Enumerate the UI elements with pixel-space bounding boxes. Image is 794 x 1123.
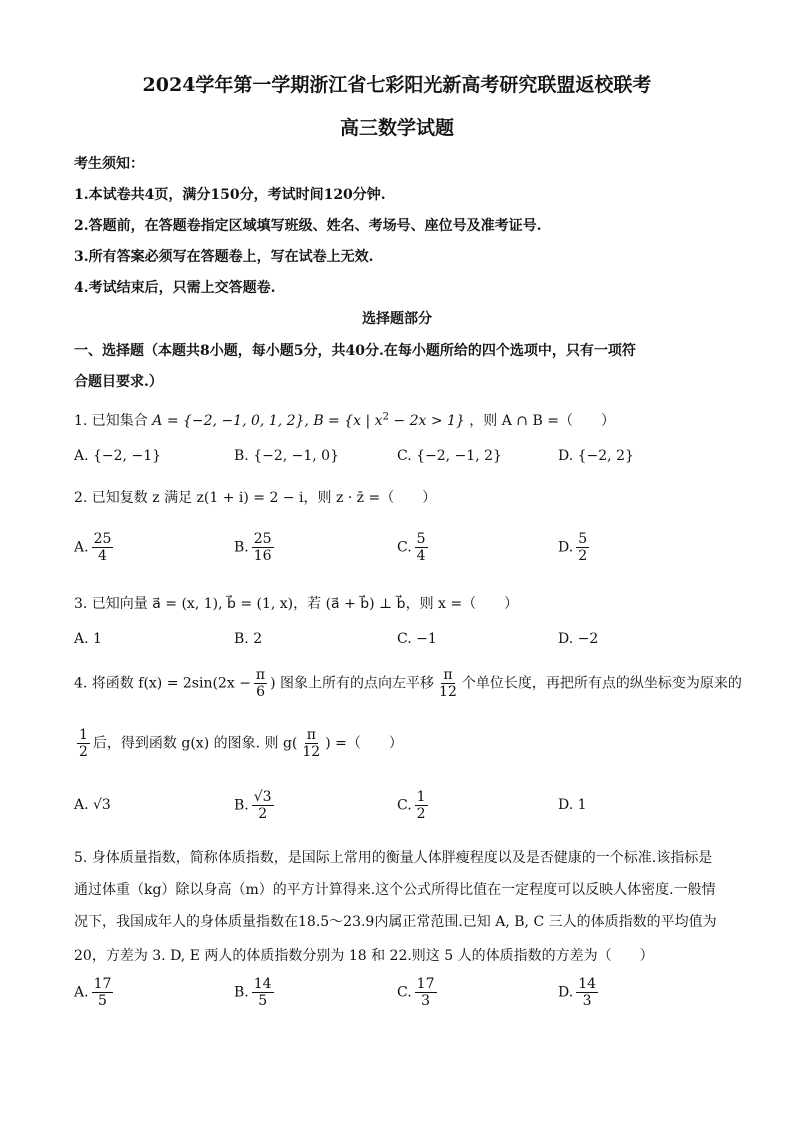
q1-set-tail: − 2x > 1} [388,413,465,429]
fraction-denominator: 2 [578,548,588,565]
fraction-denominator: 6 [256,684,265,701]
q3-option-a[interactable] [74,631,102,647]
q2-option-a[interactable] [74,531,116,564]
question-1-stem [74,410,615,430]
q1-option-a[interactable] [74,448,161,464]
option-label: A. [74,984,89,1001]
exam-subtitle: 高三数学试题 [339,117,454,139]
option-label: C. [397,448,412,464]
q1-power: 2 [382,411,389,423]
option-fraction [415,789,428,822]
q2-option-b[interactable] [234,531,277,564]
notice-item: 2.答题前，在答题卷指定区域填写班级、姓名、考场号、座位号及准考证号. [74,218,542,234]
q3-option-d[interactable] [558,631,598,647]
notice-heading: 考生须知： [74,156,144,172]
q5-option-a[interactable] [74,976,116,1009]
q4-option-c[interactable] [397,789,431,822]
option-label: D. [558,984,574,1001]
option-fraction [252,789,274,822]
q1-option-d[interactable] [558,448,634,464]
option-fraction [415,531,428,564]
option-fraction [415,976,437,1009]
option-label: A. [74,797,89,813]
q4-shift-fraction [437,667,459,700]
fraction-denominator: 2 [416,806,426,823]
option-text: √3 [93,797,111,813]
option-label: A. [74,539,89,556]
question-5-stem-line: 通过体重（kg）除以身高（m）的平方计算得来.这个公式所得比值在一定程度可以反映人体密度.一般情 [74,882,716,898]
option-label: B. [234,984,249,1001]
q3-option-b[interactable] [234,631,262,647]
option-text: {−2, −1, 2} [416,448,502,464]
option-text: {−2, 2} [577,448,634,464]
q4-option-b[interactable] [234,789,277,822]
fraction-numerator: √3 [253,789,272,805]
fraction-denominator: 2 [258,806,268,823]
fraction-numerator: 25 [253,531,272,547]
q4-text: ) 图象上所有的点向左平移 [270,675,435,692]
fraction-denominator: 3 [421,993,431,1010]
fraction-denominator: 16 [253,548,272,565]
option-text: −1 [416,631,437,647]
q4-text: 个单位长度，再把所有点的纵坐标变为原来的 [461,675,742,692]
q1-option-c[interactable] [397,448,502,464]
option-label: D. [558,448,574,464]
question-5-stem-line: 况下，我国成年人的身体质量指数在18.5～23.9内属正常范围.已知 A, B, C 三人的体质指数的平均值为 [74,914,717,930]
option-label: C. [397,797,412,814]
option-label: B. [234,797,249,814]
q4-eval-fraction [300,727,322,760]
option-fraction [92,976,114,1009]
notice-item: 1.本试卷共4页，满分150分，考试时间120分钟. [74,187,386,203]
option-label: C. [397,539,412,556]
option-fraction [92,531,114,564]
option-label: A. [74,631,89,647]
q1-sets: A = {−2, −1, 0, 1, 2}, B = {x | x [152,413,383,429]
option-label: D. [558,631,574,647]
option-fraction [576,531,589,564]
section-instructions: 合题目要求.） [74,374,163,390]
question-2-stem: 2. 已知复数 z 满足 z(1 + i) = 2 − i，则 z · z̄ =（ ） [74,490,437,506]
q5-option-b[interactable] [234,976,277,1009]
question-5-stem-line: 5. 身体质量指数，简称体质指数，是国际上常用的衡量人体胖瘦程度以及是否健康的一个标准.该指标是 [74,850,713,866]
q4-phase-fraction [254,667,267,700]
option-label: D. [558,539,574,556]
q4-text: ) =（ ） [325,735,403,752]
q5-option-d[interactable] [558,976,601,1009]
q4-text: 4. 将函数 f(x) = 2sin(2x − [74,675,251,692]
notice-item: 4.考试结束后，只需上交答题卷. [74,280,276,296]
q2-option-c[interactable] [397,531,431,564]
option-label: C. [397,984,412,1001]
option-text: 1 [93,631,102,647]
fraction-numerator: 1 [79,727,88,743]
q4-text: 后，得到函数 g(x) 的图象. 则 g( [92,735,298,752]
fraction-denominator: 3 [582,993,592,1010]
question-3-stem: 3. 已知向量 a⃗ = (x, 1), b⃗ = (1, x)，若 (a⃗ + b⃗) ⊥ b⃗，则 x =（ ） [74,596,519,612]
q5-option-c[interactable] [397,976,440,1009]
fraction-numerator: 5 [578,531,588,547]
fraction-numerator: π [255,667,266,683]
option-text: 1 [577,797,587,813]
q3-option-c[interactable] [397,631,437,647]
q4-option-d[interactable] [558,797,587,813]
notice-item: 3.所有答案必须写在答题卷上，写在试卷上无效. [74,249,374,265]
fraction-numerator: 17 [93,976,112,992]
fraction-denominator: 4 [98,548,107,565]
section-heading: 选择题部分 [362,311,432,327]
option-text: 2 [253,631,263,647]
fraction-denominator: 12 [302,744,321,761]
option-fraction [252,976,274,1009]
exam-title: 2024学年第一学期浙江省七彩阳光新高考研究联盟返校联考 [142,74,652,96]
option-fraction [576,976,598,1009]
section-instructions: 一、选择题（本题共8小题，每小题5分，共40分.在每小题所给的四个选项中，只有一项符 [74,343,636,359]
q4-scale-fraction [77,727,90,760]
option-label: B. [234,539,249,556]
fraction-denominator: 5 [98,993,107,1010]
fraction-numerator: 25 [93,531,112,547]
q1-suffix: ，则 A ∩ B =（ ） [469,413,615,429]
q1-option-b[interactable] [234,448,339,464]
question-4-stem-line1 [74,667,742,700]
question-5-stem-line: 20，方差为 3. D, E 两人的体质指数分别为 18 和 22.则这 5 人的体质指数的方差为（ ） [74,948,654,964]
option-label: B. [234,631,249,647]
option-label: A. [74,448,89,464]
q2-option-d[interactable] [558,531,592,564]
option-text: −2 [577,631,599,647]
option-label: B. [234,448,249,464]
option-text: {−2, −1, 0} [253,448,340,464]
fraction-denominator: 12 [439,684,457,701]
fraction-numerator: 5 [416,531,426,547]
q4-option-a[interactable] [74,797,111,813]
q1-prefix: 1. 已知集合 [74,413,148,429]
option-label: C. [397,631,412,647]
option-label: D. [558,797,574,813]
fraction-denominator: 4 [416,548,426,565]
fraction-numerator: π [443,667,453,683]
fraction-denominator: 5 [258,993,268,1010]
option-text: {−2, −1} [93,448,162,464]
fraction-numerator: 17 [416,976,435,992]
fraction-numerator: π [306,727,316,743]
fraction-numerator: 1 [416,789,426,805]
question-4-stem-line2 [74,727,403,760]
option-fraction [252,531,274,564]
fraction-numerator: 14 [578,976,597,992]
fraction-numerator: 14 [253,976,272,992]
fraction-denominator: 2 [79,744,88,761]
